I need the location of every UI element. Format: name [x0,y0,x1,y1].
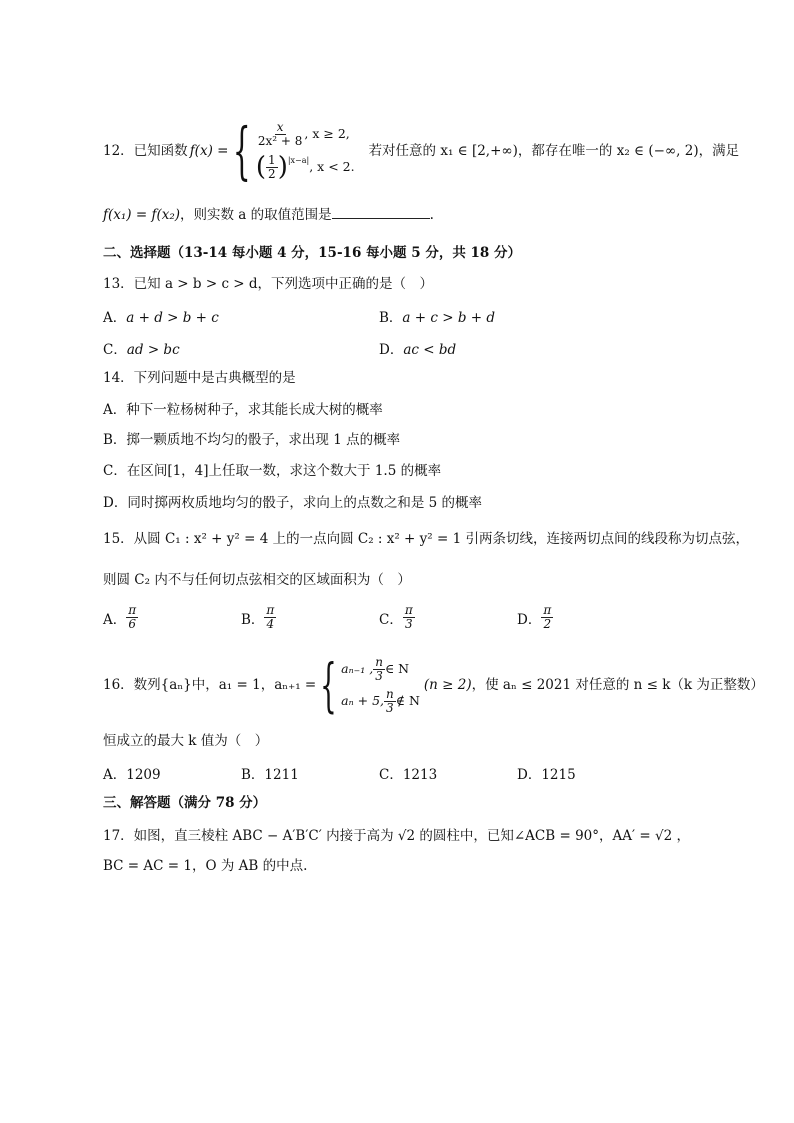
q15-line1: 15．从圆 C₁ : x² + y² = 4 上的一点向圆 C₂ : x² + y² = 1 引两条切线，连接两切点间的线段称为切点弦， [103,531,749,547]
q12-case2-fraction [266,154,278,181]
q12-case2-cond: , x < 2. [309,159,355,174]
q16-brace: { [320,651,337,719]
q16-prefix: 16．数列{aₙ}中，a₁ = 1，aₙ₊₁ = [103,677,317,693]
section3-heading: 三、解答题（满分 78 分） [103,795,267,811]
q14-option-b: B．掷一颗质地不均匀的骰子，求出现 1 点的概率 [103,432,401,448]
q16-piecewise [316,653,420,717]
q15-option-b: B． $\frac{\pi}{4}$ [241,603,275,631]
q12-case1 [256,118,355,150]
q12-brace: { [233,114,252,187]
q16-case1: aₙ₋₁ , $\frac{n}{3}$ ∈ N [341,654,410,683]
q13-option-c: C．ad > bc [103,342,180,358]
q16-suffix: ，使 aₙ ≤ 2021 对任意的 n ≤ k（k 为正整数） [471,677,764,693]
q13-option-b: B．a + c > b + d [379,310,495,326]
q12-case2-num: 1 [268,152,276,167]
q16-option-b: B．1211 [241,767,299,783]
q12-case1-fraction [256,121,305,148]
q12-line2-end: . [429,207,434,223]
q16-option-c: C．1213 [379,767,438,783]
q12-function-name: f(x) = [189,143,229,159]
q16-option-d: D．1215 [517,767,576,783]
q15-option-d: D． $\frac{\pi}{2}$ [517,603,552,631]
q12-answer-blank [332,206,430,219]
q15-option-a: A． $\frac{\pi}{6}$ [103,603,137,631]
q13-option-a: A．a + d > b + c [103,310,219,326]
q17-line1: 17．如图，直三棱柱 ABC − A′B′C′ 内接于高为 √2 的圆柱中，已知∠ACB = 90°，AA′ = √2 ， [103,828,690,844]
q12-case1-den: 2x² + 8 [257,133,303,148]
q14-option-a: A．种下一粒杨树种子，求其能长成大树的概率 [103,402,383,418]
q15-line2: 则圆 C₂ 内不与任何切点弦相交的区域面积为（ ） [103,572,411,588]
q16-cases [341,653,420,717]
q16-condition: (n ≥ 2) [423,677,472,693]
q12-line2-text: ，则实数 a 的取值范围是 [180,207,332,223]
q12-piecewise [228,114,355,187]
q12-equation: f(x₁) = f(x₂) [103,207,181,223]
q12-case1-cond: , x ≥ 2, [304,126,350,141]
q12-condition: 若对任意的 x₁ ∈ [2,+∞)，都存在唯一的 x₂ ∈ (−∞, 2)，满足 [368,143,740,159]
q12-cases [256,118,355,184]
q12-case2-exponent: |x−a| [287,156,310,165]
q16-case2: aₙ + 5, $\frac{n}{3}$ ∉ N [341,686,420,715]
q13-option-d: D．ac < bd [379,342,457,358]
q12-line1 [103,116,739,186]
q16-line2: 恒成立的最大 k 值为（ ） [103,733,269,749]
q12-line2 [103,206,434,224]
q17-line2: BC = AC = 1，O 为 AB 的中点. [103,858,308,874]
q13-stem: 13．已知 a > b > c > d，下列选项中正确的是（ ） [103,276,434,292]
q15-option-c: C． $\frac{\pi}{3}$ [379,603,413,631]
q16-option-a: A．1209 [103,767,161,783]
section2-heading: 二、选择题（13-14 每小题 4 分，15-16 每小题 5 分，共 18 分） [103,245,522,261]
q14-stem: 14．下列问题中是古典概型的是 [103,370,296,386]
q12-prefix: 12．已知函数 [103,143,188,159]
q14-option-c: C．在区间[1，4]上任取一数，求这个数大于 1.5 的概率 [103,463,442,479]
q16-line1 [103,650,764,720]
q12-case1-num: x [276,119,284,134]
q14-option-d: D．同时掷两枚质地均匀的骰子，求向上的点数之和是 5 的概率 [103,495,482,511]
q12-case2-den: 2 [268,166,276,181]
q12-case2: ( $\frac{1}{2}$ ) $^{|x-a|}$ , x < 2. [255,152,355,182]
